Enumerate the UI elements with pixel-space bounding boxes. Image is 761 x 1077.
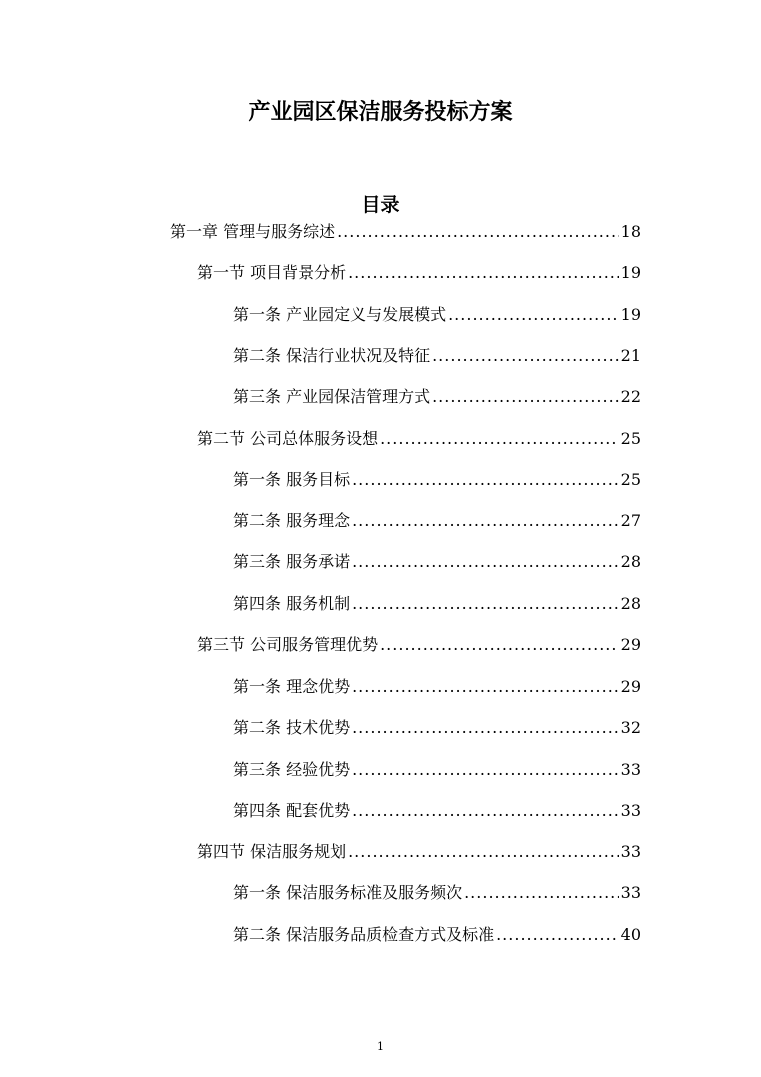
toc-leader-dots <box>380 634 619 656</box>
page-number: 1 <box>377 1040 384 1053</box>
toc-entry-section[interactable] <box>197 428 641 450</box>
toc-entry-article[interactable] <box>233 882 641 904</box>
toc-entry-label: 第三条 经验优势 <box>233 760 351 779</box>
toc-entry-page: 25 <box>620 429 641 448</box>
toc-entry-article[interactable] <box>233 304 641 326</box>
toc-entry-label: 第一章 管理与服务综述 <box>170 222 336 241</box>
toc-entry-label: 第四条 服务机制 <box>233 594 351 613</box>
toc-leader-dots <box>496 924 619 946</box>
toc-leader-dots <box>432 345 619 367</box>
toc-entry-label: 第一条 服务目标 <box>233 470 351 489</box>
toc-leader-dots <box>448 304 619 326</box>
toc-entry-section[interactable] <box>197 262 641 284</box>
toc-leader-dots <box>348 262 619 284</box>
toc-leader-dots <box>352 717 619 739</box>
toc-entry-page: 27 <box>620 511 641 530</box>
toc-entry-section[interactable] <box>197 634 641 656</box>
toc-entry-page: 33 <box>620 801 641 820</box>
toc-entry-section[interactable] <box>197 841 641 863</box>
toc-entry-page: 33 <box>620 883 641 902</box>
toc-leader-dots <box>380 428 619 450</box>
toc-entry-page: 21 <box>620 346 641 365</box>
toc-entry-label: 第三条 服务承诺 <box>233 552 351 571</box>
toc-entry-chapter[interactable] <box>170 221 641 243</box>
toc-leader-dots <box>337 221 619 243</box>
toc-entry-article[interactable] <box>233 469 641 491</box>
toc-leader-dots <box>352 759 619 781</box>
toc-entry-article[interactable] <box>233 924 641 946</box>
toc-leader-dots <box>464 882 619 904</box>
toc-entry-page: 28 <box>620 594 641 613</box>
toc-entry-article[interactable] <box>233 759 641 781</box>
toc-entry-page: 29 <box>620 677 641 696</box>
toc-entry-label: 第四条 配套优势 <box>233 801 351 820</box>
document-title: 产业园区保洁服务投标方案 <box>248 100 513 125</box>
toc-entry-label: 第一条 保洁服务标准及服务频次 <box>233 883 463 902</box>
toc-leader-dots <box>352 469 619 491</box>
toc-entry-page: 25 <box>620 470 641 489</box>
toc-entry-article[interactable] <box>233 593 641 615</box>
toc-entry-label: 第三条 产业园保洁管理方式 <box>233 387 431 406</box>
toc-entry-page: 29 <box>620 635 641 654</box>
toc-entry-page: 33 <box>620 760 641 779</box>
toc-leader-dots <box>352 676 619 698</box>
toc-leader-dots <box>352 800 619 822</box>
toc-entry-page: 18 <box>620 222 641 241</box>
toc-entry-label: 第二条 服务理念 <box>233 511 351 530</box>
toc-entry-page: 28 <box>620 552 641 571</box>
toc-entry-label: 第一条 产业园定义与发展模式 <box>233 305 447 324</box>
toc-entry-label: 第二条 技术优势 <box>233 718 351 737</box>
toc-leader-dots <box>432 386 619 408</box>
toc-entry-label: 第三节 公司服务管理优势 <box>197 635 379 654</box>
toc-heading: 目录 <box>361 194 400 216</box>
toc-entry-article[interactable] <box>233 676 641 698</box>
toc-entry-label: 第二条 保洁服务品质检查方式及标准 <box>233 925 495 944</box>
toc-entry-label: 第一节 项目背景分析 <box>197 263 347 282</box>
toc-entry-page: 32 <box>620 718 641 737</box>
toc-entry-page: 19 <box>620 263 641 282</box>
toc-leader-dots <box>352 510 619 532</box>
toc-entry-page: 19 <box>620 305 641 324</box>
toc-entry-article[interactable] <box>233 510 641 532</box>
toc-entry-article[interactable] <box>233 800 641 822</box>
toc-entry-article[interactable] <box>233 551 641 573</box>
toc-entry-article[interactable] <box>233 345 641 367</box>
toc-entry-page: 33 <box>620 842 641 861</box>
toc-leader-dots <box>352 551 619 573</box>
toc-entry-label: 第四节 保洁服务规划 <box>197 842 347 861</box>
toc-leader-dots <box>352 593 619 615</box>
toc-leader-dots <box>348 841 619 863</box>
toc-entry-article[interactable] <box>233 386 641 408</box>
toc-entry-label: 第一条 理念优势 <box>233 677 351 696</box>
toc-entry-label: 第二节 公司总体服务设想 <box>197 429 379 448</box>
toc-entry-label: 第二条 保洁行业状况及特征 <box>233 346 431 365</box>
toc-entry-article[interactable] <box>233 717 641 739</box>
toc-entry-page: 22 <box>620 387 641 406</box>
toc-entry-page: 40 <box>620 925 641 944</box>
